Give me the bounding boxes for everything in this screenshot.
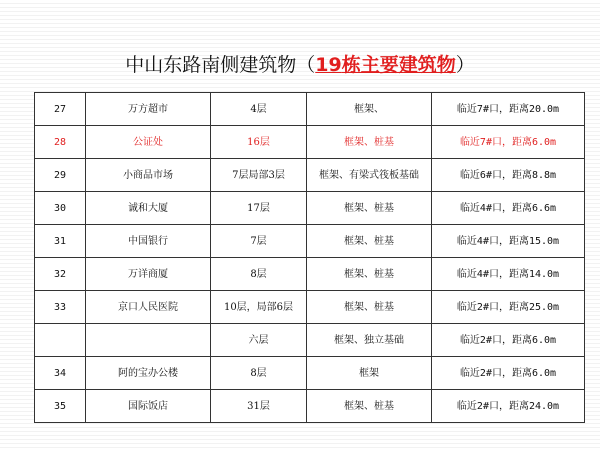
cell-number: 33 (35, 291, 86, 324)
table-row (35, 225, 585, 258)
cell-structure: 框架 (307, 357, 432, 390)
cell-structure: 框架、桩基 (307, 225, 432, 258)
title-highlight (315, 54, 455, 76)
title-prefix: 中山东路南侧建筑物（ (125, 54, 316, 76)
cell-building-name: 京口人民医院 (86, 291, 211, 324)
cell-distance: 临近7#口，距离20.0m (432, 93, 585, 126)
cell-distance: 临近6#口，距离8.8m (432, 159, 585, 192)
title-number: 19 (315, 54, 342, 76)
slide-title (0, 50, 600, 77)
table-row (35, 192, 585, 225)
cell-distance: 临近2#口，距离6.0m (432, 357, 585, 390)
buildings-table-body (35, 93, 585, 423)
cell-number: 34 (35, 357, 86, 390)
table-row (35, 357, 585, 390)
cell-floors: 六层 (211, 324, 307, 357)
cell-structure: 框架、桩基 (307, 258, 432, 291)
cell-floors: 4层 (211, 93, 307, 126)
cell-structure: 框架、桩基 (307, 126, 432, 159)
cell-structure: 框架、桩基 (307, 291, 432, 324)
cell-floors: 31层 (211, 390, 307, 423)
cell-building-name: 万方超市 (86, 93, 211, 126)
cell-floors: 8层 (211, 357, 307, 390)
cell-structure: 框架、 (307, 93, 432, 126)
cell-building-name: 诚和大厦 (86, 192, 211, 225)
cell-floors: 17层 (211, 192, 307, 225)
cell-building-name: 国际饭店 (86, 390, 211, 423)
cell-structure: 框架、桩基 (307, 192, 432, 225)
cell-floors: 7层 (211, 225, 307, 258)
cell-building-name: 阿的宝办公楼 (86, 357, 211, 390)
buildings-table (34, 92, 585, 423)
table-row (35, 324, 585, 357)
cell-floors: 8层 (211, 258, 307, 291)
cell-number: 30 (35, 192, 86, 225)
cell-floors: 16层 (211, 126, 307, 159)
cell-number: 28 (35, 126, 86, 159)
cell-building-name: 中国银行 (86, 225, 211, 258)
cell-building-name: 小商品市场 (86, 159, 211, 192)
cell-number: 35 (35, 390, 86, 423)
cell-structure: 框架、桩基 (307, 390, 432, 423)
cell-structure: 框架、有梁式筏板基础 (307, 159, 432, 192)
cell-building-name (86, 324, 211, 357)
cell-structure: 框架、独立基础 (307, 324, 432, 357)
cell-floors: 10层，局部6层 (211, 291, 307, 324)
cell-number: 29 (35, 159, 86, 192)
table-row (35, 390, 585, 423)
cell-distance: 临近4#口，距离14.0m (432, 258, 585, 291)
cell-building-name: 公证处 (86, 126, 211, 159)
cell-floors: 7层局部3层 (211, 159, 307, 192)
cell-distance: 临近4#口，距离15.0m (432, 225, 585, 258)
cell-distance: 临近2#口，距离25.0m (432, 291, 585, 324)
cell-number: 27 (35, 93, 86, 126)
cell-distance: 临近7#口，距离6.0m (432, 126, 585, 159)
title-highlight-text: 栋主要建筑物 (341, 54, 456, 76)
table-row (35, 291, 585, 324)
table-row (35, 126, 585, 159)
cell-number: 31 (35, 225, 86, 258)
cell-distance: 临近2#口，距离24.0m (432, 390, 585, 423)
title-suffix: ） (455, 54, 475, 76)
table-row (35, 93, 585, 126)
cell-distance: 临近4#口，距离6.6m (432, 192, 585, 225)
table-row (35, 258, 585, 291)
cell-distance: 临近2#口，距离6.0m (432, 324, 585, 357)
cell-number: 32 (35, 258, 86, 291)
cell-number (35, 324, 86, 357)
cell-building-name: 万详商厦 (86, 258, 211, 291)
table-row (35, 159, 585, 192)
